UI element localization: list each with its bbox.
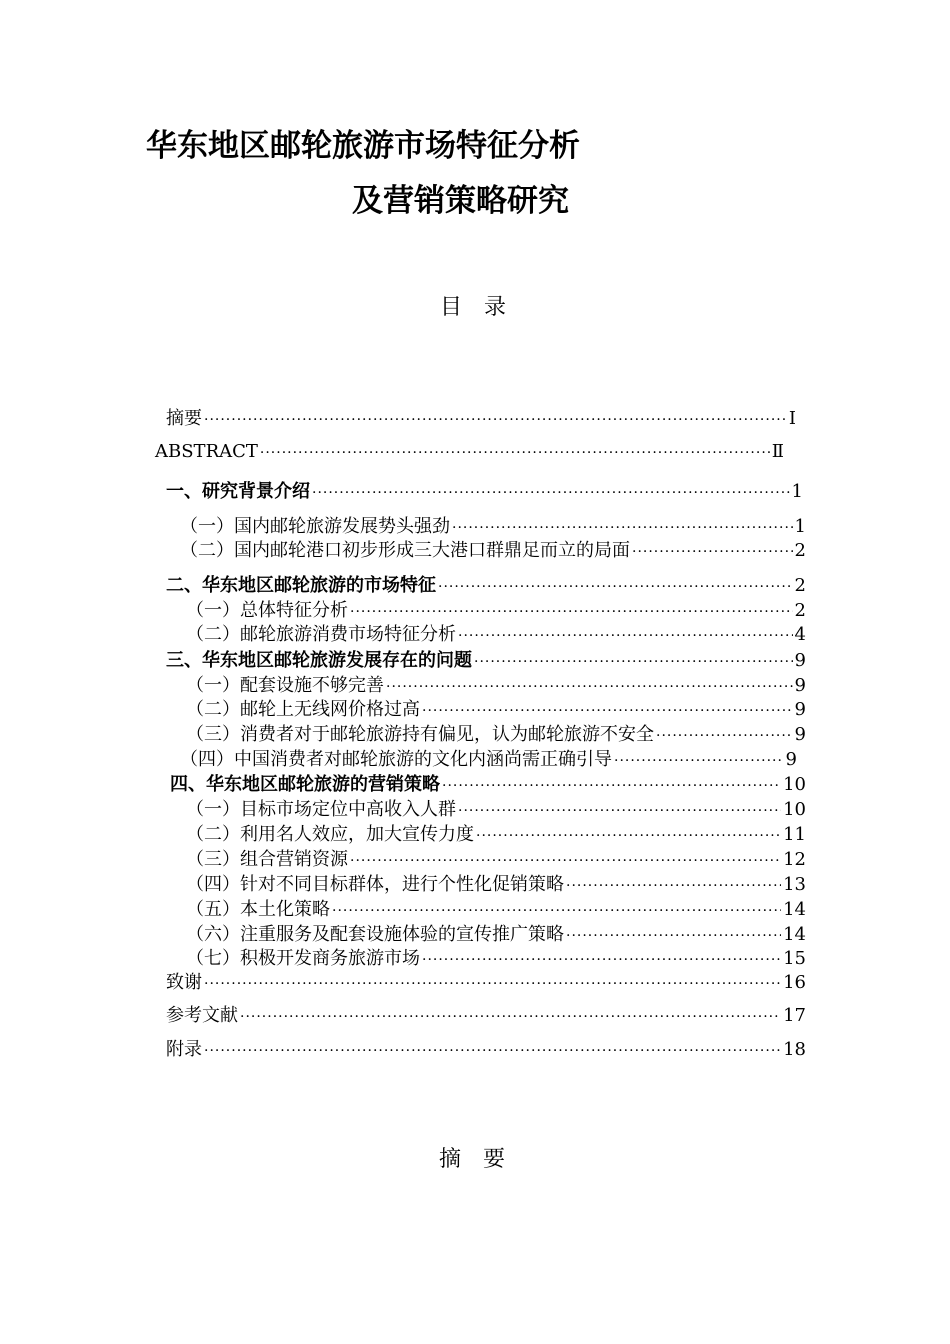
toc-entry — [166, 1001, 806, 1025]
toc-entry-page: Ⅱ — [771, 441, 784, 462]
toc-leader-dots — [350, 604, 793, 620]
toc-leader-dots — [422, 703, 793, 719]
toc-leader-dots — [204, 1043, 781, 1059]
toc-leader-dots — [386, 679, 793, 695]
toc-entry-label: 致谢 — [166, 972, 202, 993]
toc-entry-page: 1 — [794, 516, 806, 537]
toc-entry-label: （二）利用名人效应，加大宣传力度 — [186, 824, 474, 845]
toc-entry-page: 1 — [791, 481, 803, 502]
toc-entry-page: 14 — [783, 899, 806, 920]
toc-entry — [180, 745, 797, 769]
toc-leader-dots — [474, 654, 793, 670]
toc-leader-dots — [452, 520, 793, 536]
toc-leader-dots — [332, 903, 781, 919]
toc-leader-dots — [442, 778, 781, 794]
toc-entry — [186, 895, 806, 919]
toc-entry — [170, 770, 806, 794]
toc-entry — [186, 695, 806, 719]
toc-leader-dots — [312, 485, 790, 501]
document-title-line-1: 华东地区邮轮旅游市场特征分析 — [146, 128, 580, 164]
toc-entry — [186, 820, 806, 844]
toc-entry-label: 三、华东地区邮轮旅游发展存在的问题 — [166, 650, 472, 671]
toc-entry — [166, 571, 806, 595]
toc-entry — [155, 441, 784, 465]
toc-entry-page: 12 — [783, 849, 806, 870]
toc-entry — [186, 620, 806, 644]
toc-entry — [166, 404, 796, 428]
toc-entry — [186, 845, 806, 869]
toc-entry-page: 13 — [783, 874, 806, 895]
toc-entry-page: 4 — [794, 624, 806, 645]
toc-leader-dots — [458, 628, 793, 644]
toc-leader-dots — [614, 753, 784, 769]
toc-leader-dots — [656, 728, 793, 744]
toc-leader-dots — [260, 445, 770, 461]
toc-entry-page: 10 — [783, 799, 806, 820]
toc-leader-dots — [476, 828, 781, 844]
toc-entry-label: （四）针对不同目标群体，进行个性化促销策略 — [186, 874, 564, 895]
toc-entry-label: （一）总体特征分析 — [186, 600, 348, 621]
toc-leader-dots — [566, 928, 781, 944]
toc-leader-dots — [204, 976, 781, 992]
toc-leader-dots — [240, 1009, 781, 1025]
toc-entry-page: 14 — [783, 924, 806, 945]
toc-entry — [166, 968, 806, 992]
toc-leader-dots — [632, 544, 793, 560]
toc-entry-label: 二、华东地区邮轮旅游的市场特征 — [166, 575, 436, 596]
toc-entry-label: （一）配套设施不够完善 — [186, 675, 384, 696]
toc-entry-label: （六）注重服务及配套设施体验的宣传推广策略 — [186, 924, 564, 945]
toc-entry-label: （二）邮轮旅游消费市场特征分析 — [186, 624, 456, 645]
toc-entry-label: （二）国内邮轮港口初步形成三大港口群鼎足而立的局面 — [180, 540, 630, 561]
toc-leader-dots — [204, 412, 787, 428]
toc-entry-label: 参考文献 — [166, 1005, 238, 1026]
toc-entry-page: 9 — [794, 675, 806, 696]
document-title-line-2: 及营销策略研究 — [352, 183, 569, 219]
toc-leader-dots — [350, 853, 781, 869]
toc-leader-dots — [438, 579, 793, 595]
toc-entry-page: 9 — [794, 699, 806, 720]
toc-entry — [186, 795, 806, 819]
toc-entry-page: 18 — [783, 1039, 806, 1060]
toc-entry-page: Ⅰ — [788, 408, 796, 429]
toc-entry-page: 9 — [794, 724, 806, 745]
toc-entry-label: （二）邮轮上无线网价格过高 — [186, 699, 420, 720]
toc-entry-page: 2 — [794, 540, 806, 561]
toc-leader-dots — [566, 878, 781, 894]
toc-entry-label: （七）积极开发商务旅游市场 — [186, 948, 420, 969]
toc-entry-label: ABSTRACT — [155, 441, 258, 462]
toc-leader-dots — [422, 952, 781, 968]
toc-entry — [180, 512, 806, 536]
toc-entry-page: 2 — [794, 600, 806, 621]
toc-heading: 目录 — [440, 295, 529, 320]
toc-entry-label: （一）目标市场定位中高收入人群 — [186, 799, 456, 820]
toc-entry-page: 9 — [785, 749, 797, 770]
toc-entry-page: 15 — [783, 948, 806, 969]
toc-entry — [186, 870, 806, 894]
toc-entry — [186, 920, 806, 944]
toc-entry — [186, 671, 806, 695]
abstract-heading: 摘要 — [439, 1147, 528, 1172]
toc-entry — [186, 720, 806, 744]
toc-entry — [166, 646, 806, 670]
toc-entry-page: 11 — [783, 824, 806, 845]
toc-leader-dots — [458, 803, 781, 819]
toc-entry-label: 四、华东地区邮轮旅游的营销策略 — [170, 774, 440, 795]
toc-entry-label: 一、研究背景介绍 — [166, 481, 310, 502]
toc-entry-page: 9 — [794, 650, 806, 671]
toc-entry-label: （五）本土化策略 — [186, 899, 330, 920]
toc-entry — [186, 596, 806, 620]
toc-entry-page: 10 — [783, 774, 806, 795]
toc-entry-page: 17 — [783, 1005, 806, 1026]
toc-entry-label: （一）国内邮轮旅游发展势头强劲 — [180, 516, 450, 537]
toc-entry-label: 附录 — [166, 1039, 202, 1060]
toc-entry — [166, 1035, 806, 1059]
toc-entry — [180, 536, 806, 560]
toc-entry-page: 16 — [783, 972, 806, 993]
toc-entry-page: 2 — [794, 575, 806, 596]
toc-entry — [186, 944, 806, 968]
toc-entry-label: （三）组合营销资源 — [186, 849, 348, 870]
toc-entry-label: 摘要 — [166, 408, 202, 429]
toc-entry-label: （三）消费者对于邮轮旅游持有偏见，认为邮轮旅游不安全 — [186, 724, 654, 745]
toc-entry-label: （四）中国消费者对邮轮旅游的文化内涵尚需正确引导 — [180, 749, 612, 770]
toc-entry — [166, 477, 803, 501]
